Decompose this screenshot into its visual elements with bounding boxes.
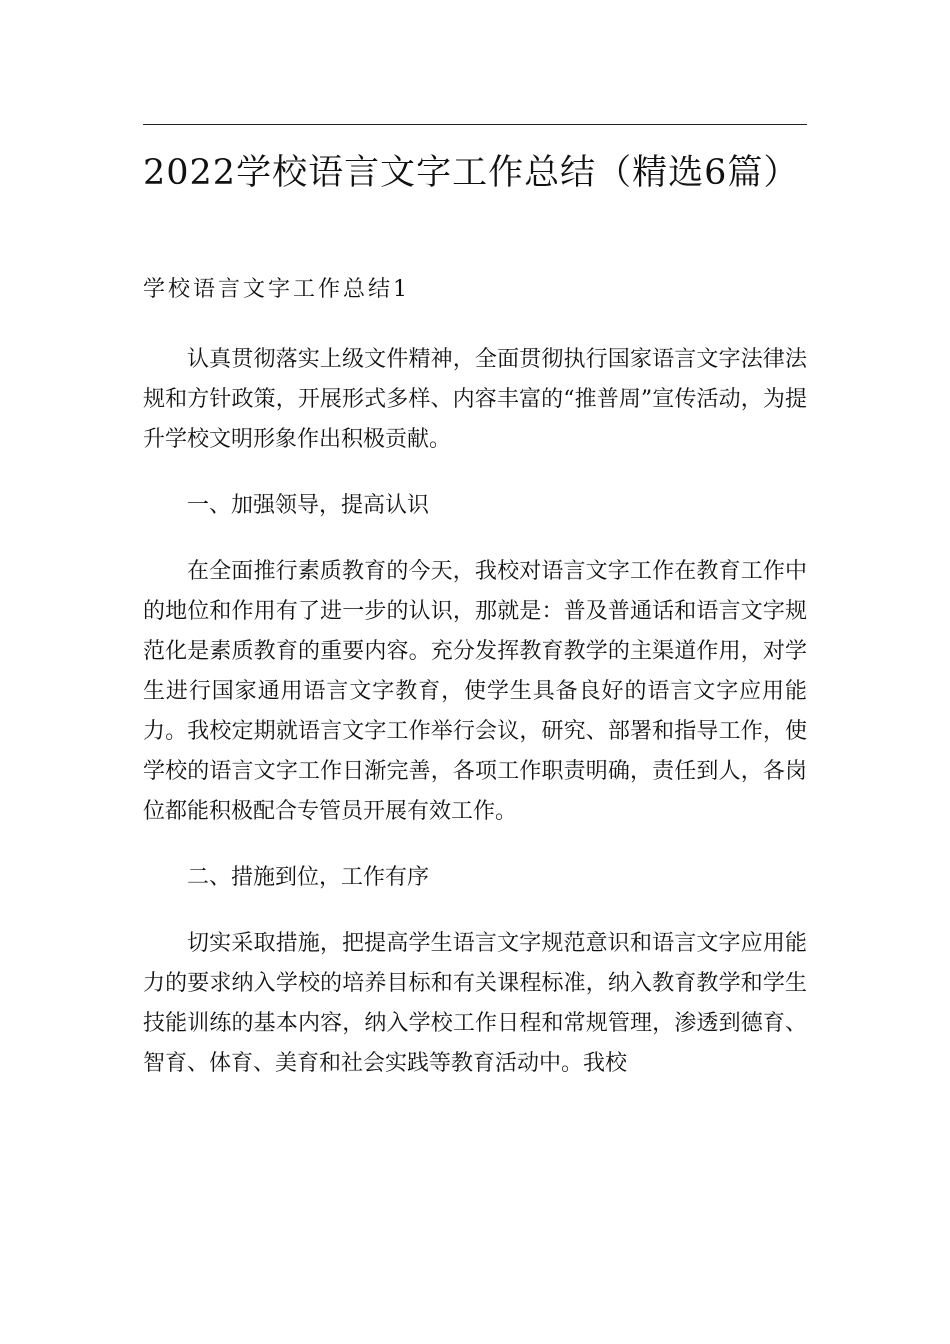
paragraph-intro: 认真贯彻落实上级文件精神，全面贯彻执行国家语言文字法律法规和方针政策，开展形式多样、内容丰富的“推普周”宣传活动，为提升学校文明形象作出积极贡献。: [143, 347, 807, 452]
paragraph-measures: 切实采取措施，把提高学生语言文字规范意识和语言文字应用能力的要求纳入学校的培养目标和有关课程标准，纳入教育教学和学生技能训练的基本内容，纳入学校工作日程和常规管理，渗透到德育、智育、体育、美育和社会实践等教育活动中。我校: [143, 931, 807, 1076]
subheading-leadership: 一、加强领导，提高认识: [187, 493, 430, 518]
document-body: [143, 340, 807, 1110]
subheading-measures: 二、措施到位，工作有序: [187, 865, 430, 890]
document-title: 2022学校语言文字工作总结（精选6篇）: [143, 153, 800, 193]
paragraph-leadership: 在全面推行素质教育的今天，我校对语言文字工作在教育工作中的地位和作用有了进一步的认识，那就是：普及普通话和语言文字规范化是素质教育的重要内容。充分发挥教育教学的主渠道作用，对学生进行国家通用语言文字教育，使学生具备良好的语言文字应用能力。我校定期就语言文字工作举行会议，研究、部署和指导工作，使学校的语言文字工作日渐完善，各项工作职责明确，责任到人，各岗位都能积极配合专管员开展有效工作。: [143, 559, 807, 824]
section-heading: 学校语言文字工作总结1: [143, 277, 410, 302]
header-rule: [143, 124, 807, 125]
